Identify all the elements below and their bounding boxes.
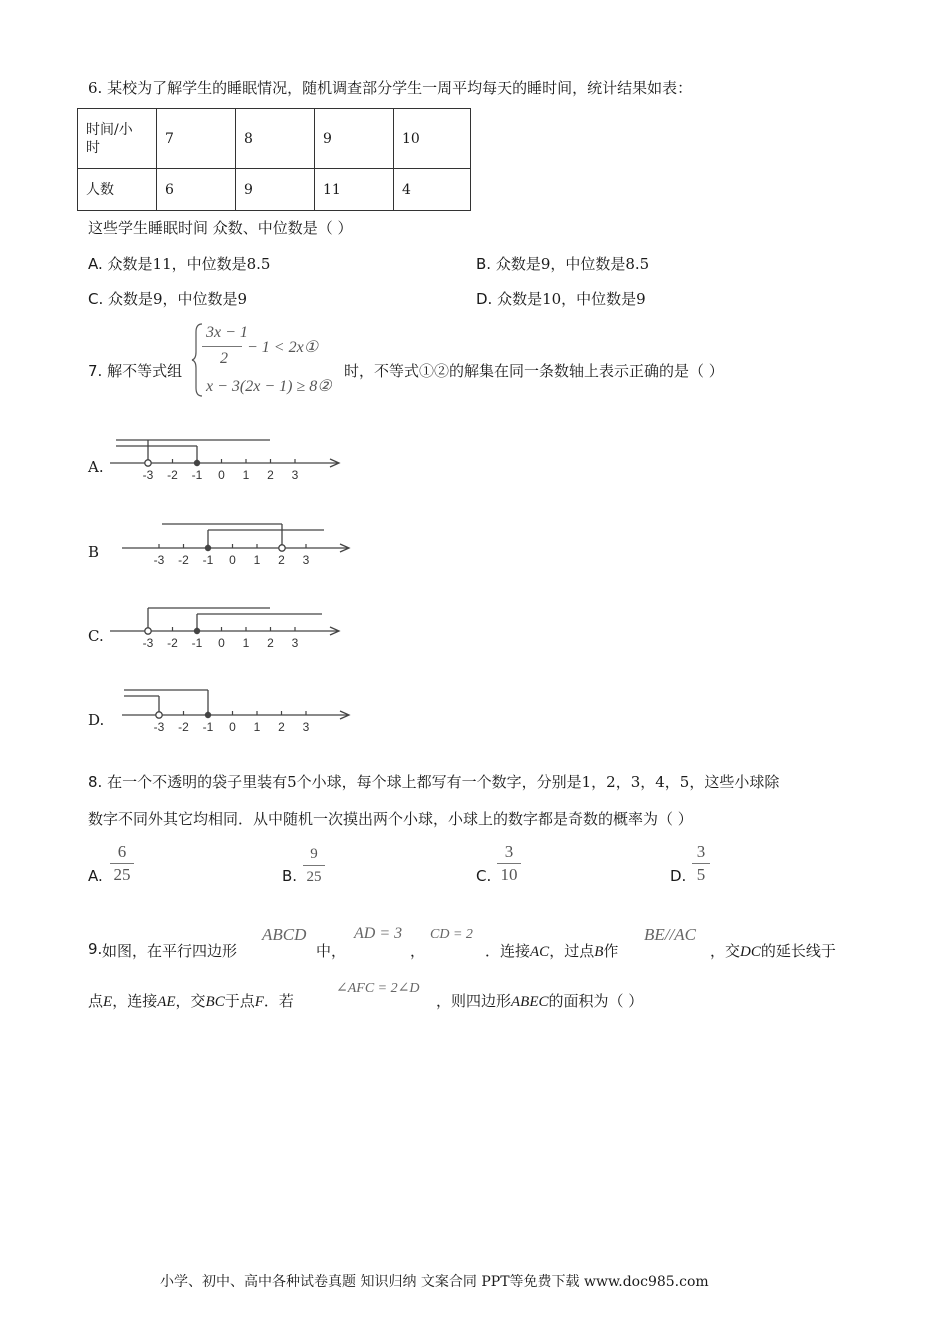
q9-e: E <box>103 994 113 1010</box>
tick-label: -2 <box>178 720 189 734</box>
tick-label: -3 <box>142 468 154 482</box>
q6-option-c[interactable] <box>88 288 247 309</box>
option-letter: B. <box>476 255 492 273</box>
q8-line1-text: 在一个不透明的袋子里装有5个小球，每个球上都写有一个数字，分别是1，2，3，4，5，这些小球除 <box>102 773 780 791</box>
q8-option-b-fraction[interactable] <box>303 844 325 887</box>
tick-label: 1 <box>253 553 261 567</box>
q9-angle-condition: ∠AFC = 2∠D <box>336 981 420 996</box>
q8-option-b-letter[interactable]: B. <box>282 867 298 885</box>
q8-option-c-letter[interactable]: C. <box>476 867 492 885</box>
q9-ae: AE <box>157 994 176 1010</box>
q8-option-d-letter[interactable]: D. <box>670 867 687 885</box>
q8-option-d-fraction[interactable] <box>692 842 710 885</box>
q7-option-a-label[interactable]: A. <box>88 458 104 476</box>
q9-ad: AD = 3 <box>354 925 403 942</box>
option-letter: D. <box>476 290 493 308</box>
q7-option-b-label[interactable]: B <box>88 543 100 561</box>
option-letter: A. <box>88 255 103 273</box>
fraction-bar <box>110 863 134 864</box>
tick-label: 0 <box>229 720 236 734</box>
option-text: 众数是11，中位数是8.5 <box>102 255 271 273</box>
q8-option-a-letter[interactable]: A. <box>88 867 103 885</box>
eq1-rest: − 1 < 2x① <box>247 339 319 356</box>
q9-text-3 <box>485 940 618 961</box>
q9-abec: ABEC <box>511 994 549 1010</box>
eq1-denominator: 2 <box>220 350 228 367</box>
table-cell: 4 <box>394 169 471 211</box>
q7-option-c-label[interactable]: C. <box>88 627 104 645</box>
table-cell: 9 <box>236 169 315 211</box>
q7-option-a-numberline[interactable] <box>108 432 348 486</box>
tick-label: 3 <box>291 468 299 482</box>
q9-text-13: ，则四边形 <box>436 992 512 1010</box>
sleep-table <box>77 108 471 211</box>
tick-label: -3 <box>153 720 165 734</box>
q7-prefix-text: 解不等式组 <box>102 362 183 380</box>
q7-suffix: 时，不等式①②的解集在同一条数轴上表示正确的是（ ） <box>344 362 724 380</box>
q7-option-b-numberline[interactable] <box>118 516 358 570</box>
q9-text-2: 中， <box>316 942 347 960</box>
eq1-numerator: 3x − 1 <box>206 324 248 341</box>
fraction-bar <box>303 865 325 866</box>
fraction-numerator: 3 <box>696 842 706 861</box>
tick-label: 3 <box>291 636 299 650</box>
question-number: 7. <box>88 362 103 380</box>
q9-text-11: 于点 <box>224 992 255 1010</box>
q9-text-1: 如图，在平行四边形 <box>102 942 238 960</box>
q9-ac: AC <box>530 944 550 960</box>
option-text: 众数是9，中位数是8.5 <box>491 255 650 273</box>
q9-text-6a: ，交 <box>710 942 741 960</box>
q9-f: F <box>254 994 264 1010</box>
q9-cd: CD = 2 <box>430 927 473 942</box>
table-cell: 9 <box>315 109 394 169</box>
table-cell: 6 <box>157 169 236 211</box>
table-cell: 10 <box>394 109 471 169</box>
q9-dc: DC <box>740 944 761 960</box>
q9-abcd: ABCD <box>262 925 307 944</box>
q7-prefix <box>88 360 182 381</box>
q9-be-parallel-ac: BE//AC <box>644 925 696 944</box>
q9-text-8: 点 <box>88 992 104 1010</box>
q8-line2: 数字不同外其它均相同．从中随机一次摸出两个小球，小球上的数字都是奇数的概率为（ ） <box>88 810 693 828</box>
q9-text-4: ，过点 <box>549 942 595 960</box>
eq2: x − 3(2x − 1) ≥ 8② <box>206 378 332 395</box>
question-number: 9. <box>88 940 103 958</box>
q9-text-12: ．若 <box>263 992 294 1010</box>
q7-option-d-label[interactable]: D. <box>88 711 105 729</box>
table-header-time: 时间/小 时 <box>78 109 157 169</box>
table-cell: 7 <box>157 109 236 169</box>
q9-text-3a: ．连接 <box>485 942 531 960</box>
table-header-count: 人数 <box>78 169 157 211</box>
q7-option-d-numberline[interactable] <box>118 684 358 738</box>
tick-label: -1 <box>202 553 214 567</box>
q9-text-6 <box>710 940 836 961</box>
q8-option-a-fraction[interactable] <box>110 842 134 885</box>
q9-bc: BC <box>205 994 225 1010</box>
q7-option-c-numberline[interactable] <box>108 600 348 654</box>
tick-label: 2 <box>267 636 274 650</box>
tick-label: 3 <box>302 553 310 567</box>
tick-label: 1 <box>253 720 261 734</box>
option-text: 众数是10，中位数是9 <box>492 290 646 308</box>
tick-label: 0 <box>218 636 225 650</box>
tick-label: 0 <box>229 553 236 567</box>
q8-line1 <box>88 771 779 792</box>
fraction-denominator: 5 <box>696 865 706 884</box>
tick-label: -1 <box>191 636 203 650</box>
tick-label: 2 <box>278 553 285 567</box>
fraction-denominator: 25 <box>113 865 131 884</box>
q9-line2-b <box>436 990 643 1011</box>
tick-label: 2 <box>278 720 285 734</box>
tick-label: -1 <box>191 468 203 482</box>
tick-label: 0 <box>218 468 225 482</box>
tick-label: -3 <box>153 553 165 567</box>
q9-b: B <box>594 944 604 960</box>
fraction-bar <box>497 863 521 864</box>
q8-option-c-fraction[interactable] <box>497 842 521 885</box>
q9-text-9: ，连接 <box>112 992 158 1010</box>
q6-question: 这些学生睡眠时间 众数、中位数是（ ） <box>88 219 353 237</box>
question-number: 8. <box>88 773 103 791</box>
q6-option-b[interactable] <box>476 253 649 274</box>
q9-text-5: 作 <box>603 942 619 960</box>
system-brace <box>190 322 206 398</box>
tick-label: 1 <box>242 468 250 482</box>
tick-label: -3 <box>142 636 154 650</box>
q9-text-10: ，交 <box>175 992 206 1010</box>
table-cell: 8 <box>236 109 315 169</box>
eq1-fraction-bar <box>202 346 242 347</box>
fraction-numerator: 9 <box>310 846 318 862</box>
table-row <box>78 109 471 169</box>
q9-comma: ， <box>410 942 426 960</box>
tick-label: -2 <box>167 636 178 650</box>
fraction-numerator: 3 <box>504 842 514 861</box>
fraction-numerator: 6 <box>117 842 127 861</box>
fraction-bar <box>692 863 710 864</box>
fraction-denominator: 10 <box>500 865 518 884</box>
q6-option-a[interactable] <box>88 253 270 274</box>
table-cell: 11 <box>315 169 394 211</box>
q6-stem: 6. 某校为了解学生的睡眠情况，随机调查部分学生一周平均每天的睡时间，统计结果如表： <box>88 79 693 97</box>
table-row <box>78 169 471 211</box>
q9-line2-a <box>88 990 294 1011</box>
option-text: 众数是9，中位数是9 <box>103 290 248 308</box>
tick-label: 1 <box>242 636 250 650</box>
option-letter: C. <box>88 290 104 308</box>
footer-banner[interactable]: 小学、初中、高中各种试卷真题 知识归纳 文案合同 PPT等免费下载 www.doc985.com <box>160 1274 709 1290</box>
q9-text-7: 的延长线于 <box>760 942 836 960</box>
fraction-denominator: 25 <box>306 869 322 885</box>
tick-label: -2 <box>167 468 178 482</box>
tick-label: 3 <box>302 720 310 734</box>
tick-label: -1 <box>202 720 214 734</box>
q9-text-14: 的面积为（ ） <box>548 992 644 1010</box>
tick-label: -2 <box>178 553 189 567</box>
q6-option-d[interactable] <box>476 288 646 309</box>
tick-label: 2 <box>267 468 274 482</box>
